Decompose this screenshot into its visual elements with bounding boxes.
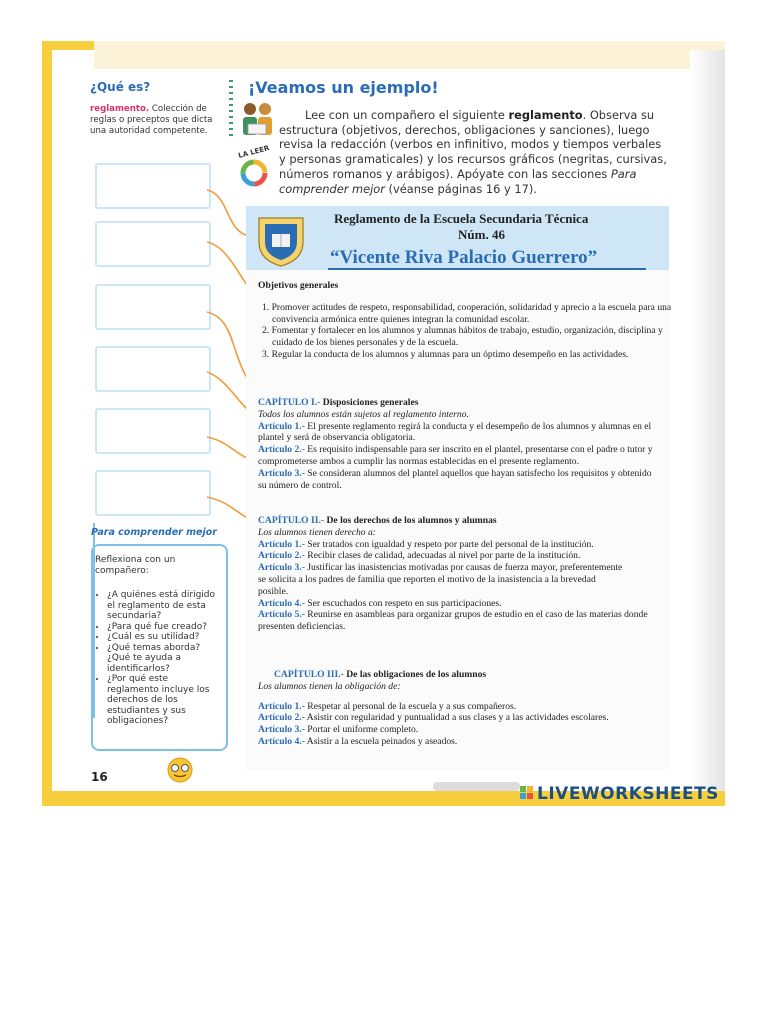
liveworksheets-logo-icon: [520, 786, 534, 800]
articulo-item: Artículo 1.- Ser tratados con igualdad y respeto por parte del personal de la institución.: [258, 538, 594, 550]
capitulo-3-heading: CAPÍTULO III.- De las obligaciones de los alumnos: [274, 669, 487, 680]
capitulo-1-intro: Todos los alumnos están sujetos al reglamento interno.: [258, 408, 469, 420]
definition-body: Colección de reglas o preceptos que dicta una autoridad competente.: [90, 104, 213, 136]
capitulo-2-intro: Los alumnos tienen derecho a:: [258, 526, 376, 538]
articulo-item: Artículo 2.- Asistir con regularidad y puntualidad a sus clases y a las actividades escolares.: [258, 712, 609, 724]
capitulo-1-heading: CAPÍTULO I.- Disposiciones generales: [258, 397, 419, 408]
articulo-item: Artículo 2.- Recibir clases de calidad, adecuadas al nivel por parte de la institución.: [258, 550, 581, 562]
leer-badge-label: LA LEER: [237, 144, 271, 160]
articulo-item: Artículo 4.- Asistir a la escuela peinados y aseados.: [258, 735, 458, 747]
question-item: • ¿Cuál es su utilidad?: [107, 632, 220, 643]
school-name-underline: [328, 268, 646, 270]
thinking-face-icon: [163, 755, 197, 783]
question-item: • ¿Para qué fue creado?: [107, 622, 220, 633]
articulo-item: Artículo 5.- Reunirse en asambleas para organizar grupos de estudio en el caso de las materias donde presenten deficiencias.: [258, 609, 648, 633]
reading-ring-icon: [239, 158, 269, 188]
capitulo-3: [258, 669, 658, 748]
regulation-title-line2: Núm. 46: [458, 227, 505, 242]
objetivo-item: 2. Fomentar y fortalecer en los alumnos y alumnas hábitos de trabajo, estudio, organización, disciplina y cuidado de los bienes personales y de la escuela.: [262, 325, 663, 349]
leer-badge: [236, 144, 272, 188]
articulo-item: Artículo 1.- El presente reglamento regirá la conducta y el desempeño de los alumnos y alumnas en el plantel y será de observancia obligatoria.: [258, 420, 652, 444]
school-name: “Vicente Riva Palacio Guerrero”: [330, 247, 598, 268]
page-number: 16: [91, 770, 108, 784]
liveworksheets-brand[interactable]: LIVEWORKSHEETS: [537, 784, 719, 804]
question-item: • ¿Por qué este reglamento incluye los derechos de los estudiantes y sus obligaciones?: [107, 674, 220, 727]
articulo-item: Artículo 3.- Justificar las inasistencias motivadas por causas de fuerza mayor, preferentemente se solicita a los padres de familia que reporten el motivo de la inasistencia a la brevedad posible.: [258, 562, 623, 597]
example-instructions: Lee con un compañero el siguiente reglamento. Observa su estructura (objetivos, derechos, obligaciones y sanciones), luego revisa la redacción (verbos en infinitivo, modos y tiempos verbales y personas gramaticales) y los recursos gráficos (negritas, cursivas, números romanos y arábigos). Apóyate con las secciones Para comprender mejor (véanse páginas 16 y 17).: [279, 108, 667, 196]
students-reading-icon: [236, 100, 278, 142]
question-item: • ¿Qué temas aborda? ¿Qué te ayuda a identificarlos?: [107, 643, 220, 675]
articulo-item: Artículo 3.- Portar el uniforme completo.: [258, 724, 419, 736]
reflection-questions: [95, 590, 220, 727]
definition-term: reglamento.: [90, 104, 150, 114]
horizontal-scrollbar[interactable]: [433, 782, 520, 791]
capitulo-3-intro: Los alumnos tienen la obligación de:: [258, 680, 401, 692]
para-comprender-title: Para comprender mejor: [91, 527, 217, 538]
objetivo-item: 1. Promover actitudes de respeto, responsabilidad, cooperación, solidaridad y aprecio a la escuela para una convivencia armónica entre quienes integran la comunidad escolar.: [262, 301, 672, 325]
articulo-item: Artículo 2.- Es requisito indispensable para ser inscrito en el plantel, presentarse con el padre o tutor y comprometerse ambos a cumplir las normas establecidas en el presente reglamento.: [258, 444, 653, 467]
capitulo-2: [258, 515, 658, 633]
arrow-1: [207, 190, 250, 236]
reflection-prompt: Reflexiona con un compañero:: [95, 555, 176, 576]
objetivo-item: 3. Regular la conducta de los alumnos y alumnas para un óptimo desempeño en las actividades.: [262, 348, 629, 360]
objetivos-section: [258, 280, 672, 361]
question-item: • ¿A quiénes está dirigido el reglamento de esta secundaria?: [107, 590, 220, 622]
school-shield-icon: [255, 212, 307, 268]
articulo-item: Artículo 4.- Ser escuchados con respeto en sus participaciones.: [258, 597, 502, 609]
que-es-title: ¿Qué es?: [90, 80, 151, 94]
capitulo-1: [258, 397, 658, 491]
articulo-item: Artículo 3.- Se consideran alumnos del plantel aquellos que hayan satisfecho los requisitos y obtenido su número de control.: [258, 467, 652, 491]
regulation-title-line1: Reglamento de la Escuela Secundaria Técnica: [334, 211, 589, 226]
objetivos-title: Objetivos generales: [258, 280, 339, 291]
capitulo-2-heading: CAPÍTULO II.- De los derechos de los alumnos y alumnas: [258, 515, 497, 526]
reflection-content: [95, 549, 220, 727]
articulo-item: Artículo 1.- Respetar al personal de la escuela y a sus compañeros.: [258, 700, 517, 712]
example-title: ¡Veamos un ejemplo!: [248, 78, 439, 97]
